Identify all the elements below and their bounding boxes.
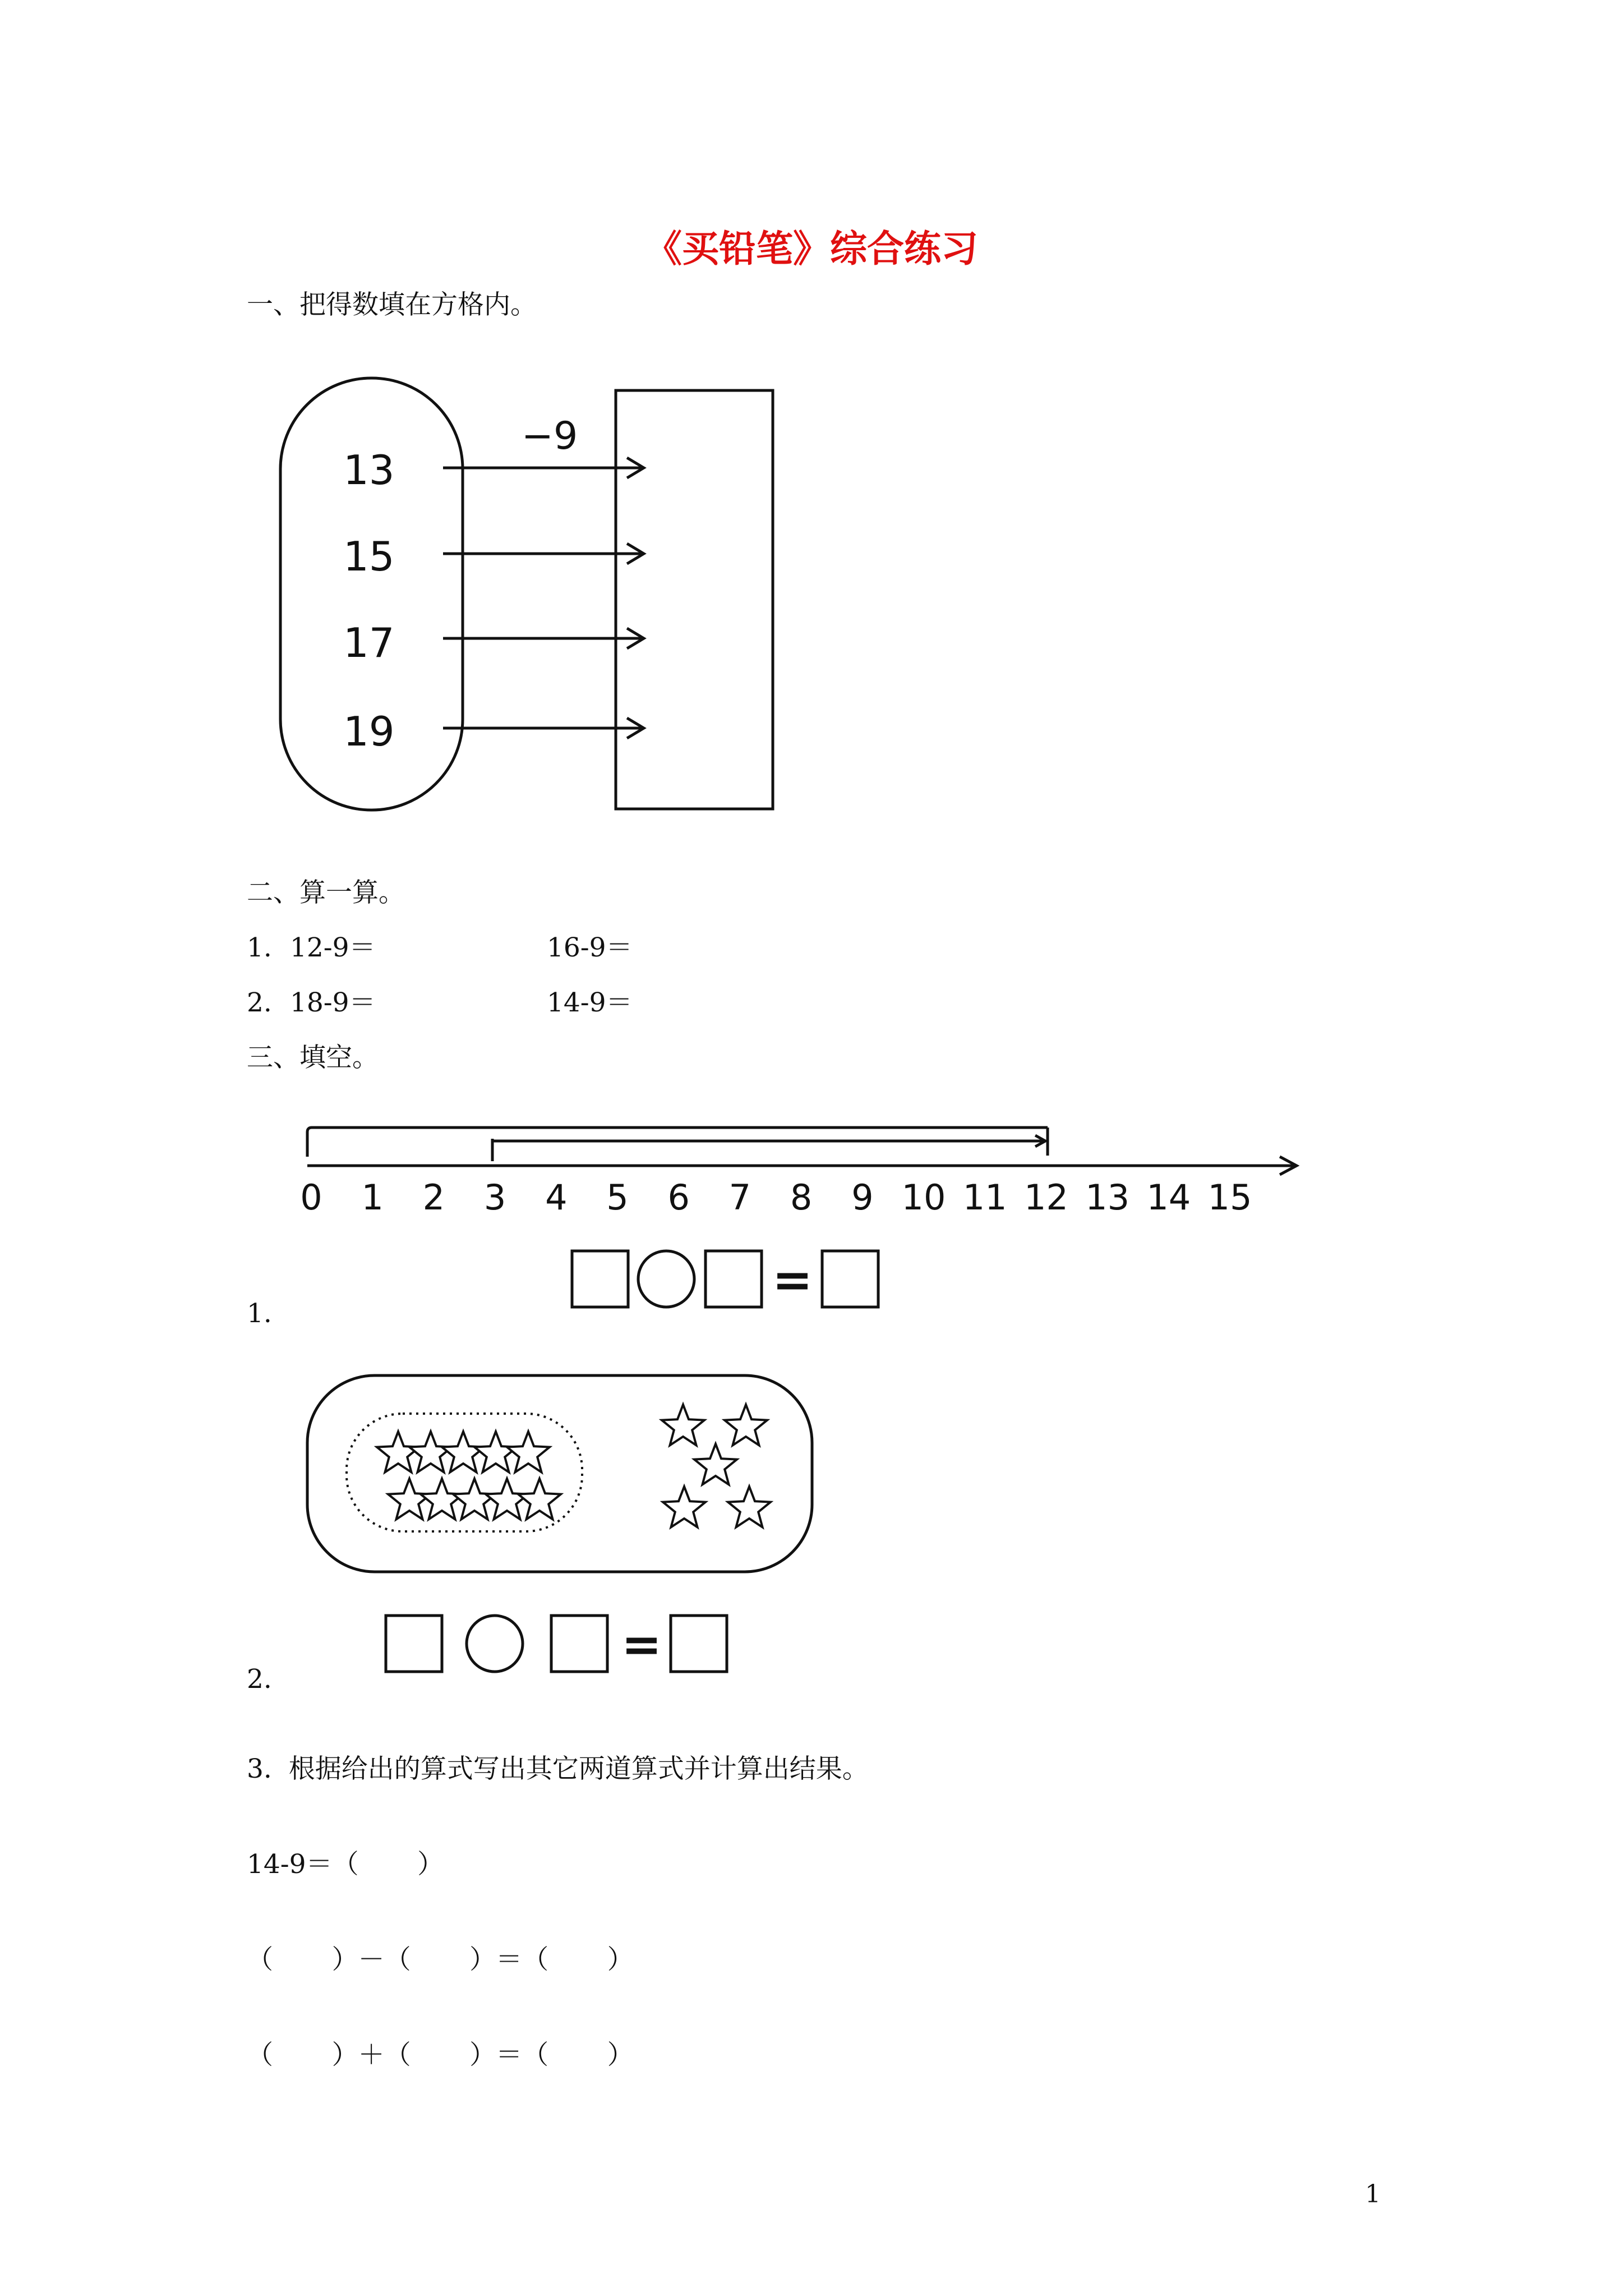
tick-label: 14 (1146, 1177, 1191, 1218)
number-item: 15 (343, 533, 395, 580)
question-label: 2. (247, 1664, 272, 1695)
operation-label: −9 (522, 414, 578, 458)
problem-a: 12-9＝ (290, 932, 376, 963)
problem-number: 1. (247, 932, 272, 963)
tick-label: 8 (790, 1177, 813, 1218)
problem-number: 2. (247, 987, 272, 1018)
tick-label: 3 (483, 1177, 506, 1218)
tick-label: 2 (422, 1177, 445, 1218)
problem-b: 16-9＝ (547, 932, 633, 963)
operator-circle (467, 1616, 523, 1672)
tick-label: 5 (606, 1177, 629, 1218)
equals-sign: = (621, 1617, 662, 1673)
tick-label: 0 (300, 1177, 322, 1218)
fill-line-subtraction: （ ）－（ ）＝（ ） (247, 1944, 634, 1975)
tick-label: 1 (361, 1177, 384, 1218)
given-equation: 14-9＝（ ） (247, 1849, 444, 1880)
number-item: 13 (343, 447, 395, 494)
tick-label: 4 (545, 1177, 568, 1218)
answer-square (551, 1616, 607, 1672)
tick-label: 10 (901, 1177, 946, 1218)
equals-sign: = (772, 1252, 813, 1308)
tick-label: 13 (1085, 1177, 1130, 1218)
section1-heading: 一、把得数填在方格内。 (247, 289, 537, 320)
answer-square (386, 1616, 442, 1672)
tick-label: 15 (1207, 1177, 1252, 1218)
problem-a: 18-9＝ (290, 987, 376, 1018)
number-item: 19 (343, 708, 395, 755)
section3-heading: 三、填空。 (247, 1042, 379, 1073)
tick-label: 6 (667, 1177, 690, 1218)
page-title: 《买铅笔》综合练习 (645, 227, 978, 270)
tick-label: 7 (728, 1177, 751, 1218)
answer-square (671, 1616, 727, 1672)
number-item: 17 (343, 619, 395, 666)
fill-line-addition: （ ）＋（ ）＝（ ） (247, 2040, 634, 2070)
page-number: 1 (1365, 2180, 1381, 2208)
section2-heading: 二、算一算。 (247, 877, 405, 908)
tick-label: 9 (851, 1177, 874, 1218)
problem-b: 14-9＝ (547, 987, 633, 1018)
question-3-text: 3. 根据给出的算式写出其它两道算式并计算出结果。 (247, 1754, 869, 1784)
question-label: 1. (247, 1298, 272, 1329)
tick-label: 12 (1023, 1177, 1068, 1218)
tick-label: 11 (962, 1177, 1007, 1218)
